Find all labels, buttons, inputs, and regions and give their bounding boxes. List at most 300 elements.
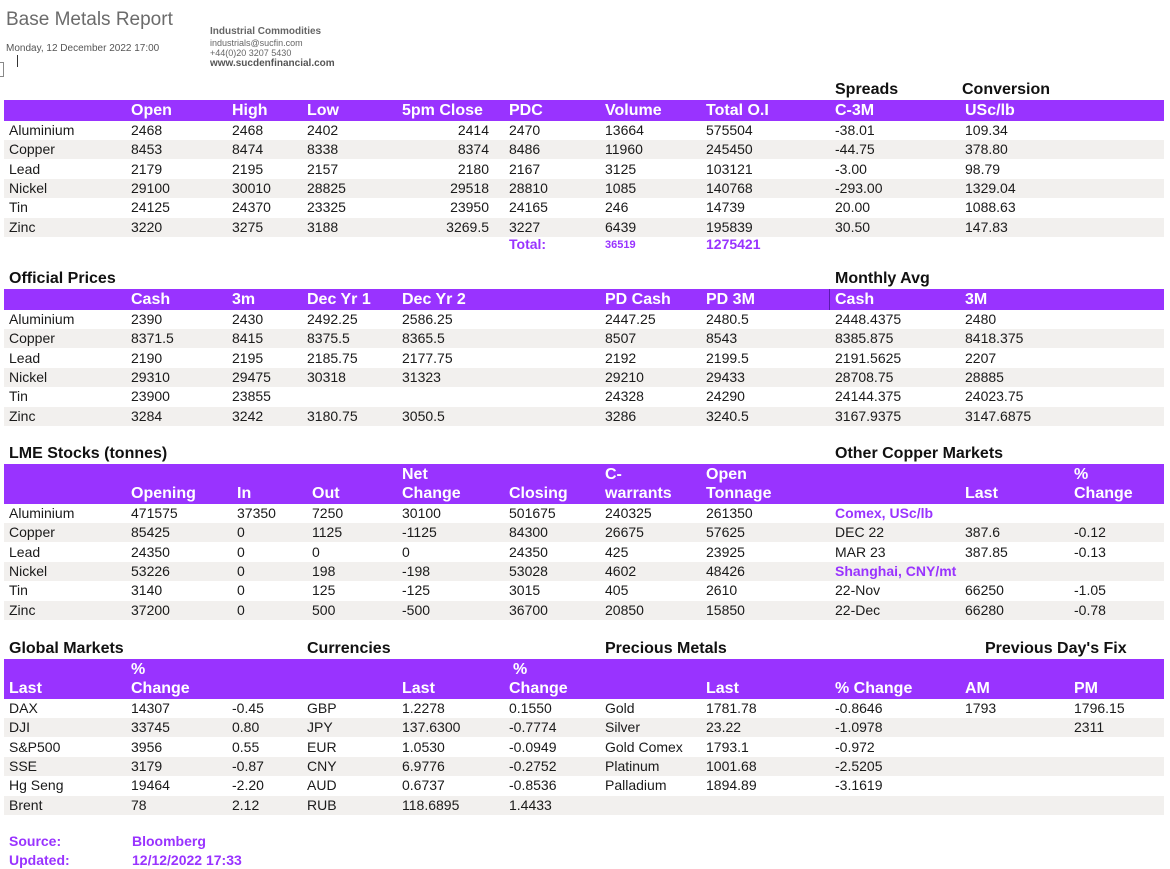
currency-change-value: 1.4433 bbox=[509, 796, 552, 813]
open-value: 2179 bbox=[131, 160, 163, 177]
col-cwarrants-2: warrants bbox=[605, 485, 672, 502]
precious-change-value: -0.972 bbox=[835, 738, 875, 755]
currencies-title: Currencies bbox=[307, 640, 391, 657]
stocks-row bbox=[4, 562, 1164, 581]
col-index-pct-1: % bbox=[131, 661, 146, 678]
index-change-value: 2.12 bbox=[232, 796, 260, 813]
dec-yr2-value: 3050.5 bbox=[402, 407, 445, 424]
avg-3m-value: 2207 bbox=[965, 349, 997, 366]
col-open: Open bbox=[131, 102, 172, 119]
index-name: S&P500 bbox=[9, 738, 61, 755]
col-high: High bbox=[232, 102, 268, 119]
index-last-value: 14307 bbox=[131, 700, 170, 716]
col-index-pct-2: Change bbox=[131, 680, 190, 697]
spread-value: -3.00 bbox=[835, 160, 867, 177]
oi-value: 195839 bbox=[706, 218, 753, 235]
open-value: 3220 bbox=[131, 218, 163, 235]
net-change-value: 30100 bbox=[402, 505, 441, 521]
contact-block bbox=[210, 27, 335, 69]
col-c3m: C-3M bbox=[835, 102, 875, 119]
currency-change-value: -0.8536 bbox=[509, 777, 557, 794]
metal-name: Aluminium bbox=[9, 311, 75, 327]
contact-email[interactable]: industrials@sucfin.com bbox=[210, 37, 303, 48]
currency-name: AUD bbox=[307, 777, 337, 794]
pd-3m-value: 3240.5 bbox=[706, 407, 749, 424]
open-tonnage-value: 15850 bbox=[706, 601, 745, 618]
net-change-value: -125 bbox=[402, 582, 431, 599]
official-title: Official Prices bbox=[9, 270, 116, 287]
m3-value: 23855 bbox=[232, 388, 271, 405]
index-last-value: 19464 bbox=[131, 777, 170, 794]
net-change-value: -1125 bbox=[402, 524, 437, 541]
high-value: 8474 bbox=[232, 141, 264, 158]
close-value: 2414 bbox=[457, 122, 489, 138]
col-copper-pct-2: Change bbox=[1074, 485, 1133, 502]
cash-value: 8371.5 bbox=[131, 330, 174, 347]
col-copper-pct-1: % bbox=[1074, 466, 1089, 483]
contact-dept: Industrial Commodities bbox=[210, 26, 322, 37]
out-value: 198 bbox=[312, 562, 336, 579]
col-opening: Opening bbox=[131, 485, 196, 502]
currency-change-value: 0.1550 bbox=[509, 700, 552, 716]
volume-value: 13664 bbox=[605, 122, 644, 138]
closing-value: 3015 bbox=[509, 582, 541, 599]
avg-3m-value: 24023.75 bbox=[965, 388, 1024, 405]
closing-value: 84300 bbox=[509, 524, 548, 541]
metal-name: Lead bbox=[9, 160, 41, 177]
copper-market-heading: Shanghai, CNY/mt bbox=[835, 562, 957, 579]
avg-cash-value: 24144.375 bbox=[835, 388, 902, 405]
dec-yr1-value: 2492.25 bbox=[307, 311, 358, 327]
cash-value: 3284 bbox=[131, 407, 163, 424]
precious-change-value: -2.5205 bbox=[835, 757, 883, 774]
metal-name: Tin bbox=[9, 388, 28, 405]
index-last-value: 3956 bbox=[131, 738, 163, 755]
conversion-value: 1329.04 bbox=[965, 179, 1016, 196]
currency-last-value: 137.6300 bbox=[402, 719, 461, 736]
pdc-value: 24165 bbox=[509, 199, 548, 216]
col-cwarrants-1: C- bbox=[605, 466, 622, 483]
opening-value: 471575 bbox=[131, 505, 178, 521]
header-divider bbox=[829, 289, 830, 310]
fix-pm-value: 2311 bbox=[1074, 719, 1105, 736]
copper-change-value: -0.13 bbox=[1074, 543, 1106, 560]
prices-row bbox=[4, 198, 1164, 217]
prices-row bbox=[4, 121, 1164, 140]
col-total-oi: Total O.I bbox=[706, 102, 769, 119]
avg-cash-value: 8385.875 bbox=[835, 330, 894, 347]
global-row bbox=[4, 796, 1164, 815]
pdc-value: 2470 bbox=[509, 122, 541, 138]
copper-last-value: 66250 bbox=[965, 582, 1004, 599]
metal-name: Tin bbox=[9, 199, 28, 216]
currency-change-value: -0.0949 bbox=[509, 738, 557, 755]
col-low: Low bbox=[307, 102, 339, 119]
dec-yr1-value: 8375.5 bbox=[307, 330, 350, 347]
col-volume: Volume bbox=[605, 102, 662, 119]
open-tonnage-value: 23925 bbox=[706, 543, 745, 560]
official-row bbox=[4, 349, 1164, 368]
col-currency-pct-1: % bbox=[513, 661, 528, 678]
metal-name: Copper bbox=[9, 524, 55, 541]
dec-yr2-value: 2177.75 bbox=[402, 349, 453, 366]
avg-cash-value: 3167.9375 bbox=[835, 407, 902, 424]
pd-cash-value: 24328 bbox=[605, 388, 644, 405]
copper-contract-label: MAR 23 bbox=[835, 543, 886, 560]
cwarrants-value: 425 bbox=[605, 543, 629, 560]
currency-change-value: -0.7774 bbox=[509, 719, 557, 736]
copper-change-value: -0.12 bbox=[1074, 524, 1106, 541]
col-net-2: Change bbox=[402, 485, 461, 502]
precious-last-value: 1894.89 bbox=[706, 777, 757, 794]
total-label: Total: bbox=[509, 236, 547, 252]
low-value: 8338 bbox=[307, 141, 339, 158]
dec-yr1-value: 3180.75 bbox=[307, 407, 358, 424]
conversion-value: 1088.63 bbox=[965, 199, 1016, 216]
other-copper-title: Other Copper Markets bbox=[835, 445, 1004, 462]
precious-last-value: 23.22 bbox=[706, 719, 742, 736]
volume-value: 246 bbox=[605, 199, 629, 216]
precious-name: Platinum bbox=[605, 757, 660, 774]
col-open-tonnage-2: Tonnage bbox=[706, 485, 772, 502]
open-value: 24125 bbox=[131, 199, 170, 216]
total-volume: 36519 bbox=[605, 239, 636, 251]
prices-row bbox=[4, 218, 1164, 237]
spread-value: -38.01 bbox=[835, 122, 875, 138]
currency-change-value: -0.2752 bbox=[509, 757, 557, 774]
high-value: 2468 bbox=[232, 122, 264, 138]
oi-value: 14739 bbox=[706, 199, 745, 216]
out-value: 500 bbox=[312, 601, 336, 618]
low-value: 28825 bbox=[307, 179, 346, 196]
col-currency-pct-2: Change bbox=[509, 680, 568, 697]
opening-value: 37200 bbox=[131, 601, 170, 618]
currency-name: RUB bbox=[307, 796, 337, 813]
pd-cash-value: 2192 bbox=[605, 349, 637, 366]
opening-value: 3140 bbox=[131, 582, 163, 599]
cash-value: 2190 bbox=[131, 349, 163, 366]
global-row bbox=[4, 738, 1164, 757]
pd-3m-value: 2199.5 bbox=[706, 349, 749, 366]
conversion-value: 378.80 bbox=[965, 141, 1008, 158]
official-row bbox=[4, 368, 1164, 387]
close-value: 2180 bbox=[457, 160, 489, 177]
volume-value: 3125 bbox=[605, 160, 637, 177]
in-value: 0 bbox=[237, 601, 245, 618]
col-closing: Closing bbox=[509, 485, 568, 502]
global-row bbox=[4, 718, 1164, 737]
index-change-value: -0.45 bbox=[232, 700, 264, 716]
high-value: 2195 bbox=[232, 160, 264, 177]
monthly-title: Monthly Avg bbox=[835, 270, 930, 287]
col-dec-yr2: Dec Yr 2 bbox=[402, 291, 466, 308]
contact-website[interactable]: www.sucdenfinancial.com bbox=[210, 57, 335, 69]
opening-value: 24350 bbox=[131, 543, 170, 560]
cash-value: 29310 bbox=[131, 368, 170, 385]
index-last-value: 33745 bbox=[131, 719, 170, 736]
closing-value: 501675 bbox=[509, 505, 556, 521]
oi-value: 103121 bbox=[706, 160, 753, 177]
fix-pm-value: 1796.15 bbox=[1074, 700, 1125, 716]
closing-value: 53028 bbox=[509, 562, 548, 579]
net-change-value: -198 bbox=[402, 562, 431, 579]
stocks-header bbox=[4, 464, 1164, 504]
avg-cash-value: 2448.4375 bbox=[835, 311, 902, 327]
precious-title: Precious Metals bbox=[605, 640, 727, 657]
high-value: 3275 bbox=[232, 218, 264, 235]
avg-cash-value: 28708.75 bbox=[835, 368, 894, 385]
conversion-value: 147.83 bbox=[965, 218, 1008, 235]
fix-title: Previous Day's Fix bbox=[985, 640, 1127, 657]
precious-change-value: -3.1619 bbox=[835, 777, 883, 794]
high-value: 30010 bbox=[232, 179, 271, 196]
col-avg-3m: 3M bbox=[965, 291, 988, 308]
metal-name: Lead bbox=[9, 349, 41, 366]
index-last-value: 3179 bbox=[131, 757, 163, 774]
high-value: 24370 bbox=[232, 199, 271, 216]
m3-value: 3242 bbox=[232, 407, 264, 424]
avg-3m-value: 3147.6875 bbox=[965, 407, 1032, 424]
copper-change-value: -1.05 bbox=[1074, 582, 1106, 599]
official-row bbox=[4, 407, 1164, 426]
low-value: 2402 bbox=[307, 122, 339, 138]
precious-last-value: 1001.68 bbox=[706, 757, 757, 774]
m3-value: 2195 bbox=[232, 349, 264, 366]
copper-last-value: 387.6 bbox=[965, 524, 1001, 541]
open-value: 29100 bbox=[131, 179, 170, 196]
report-title: Base Metals Report bbox=[6, 9, 173, 30]
net-change-value: 0 bbox=[402, 543, 410, 560]
open-value: 2468 bbox=[131, 122, 163, 138]
pd-cash-value: 29210 bbox=[605, 368, 644, 385]
copper-market-heading: Comex, USc/lb bbox=[835, 505, 934, 521]
out-value: 125 bbox=[312, 582, 336, 599]
prices-row bbox=[4, 160, 1164, 179]
closing-value: 36700 bbox=[509, 601, 548, 618]
cash-value: 23900 bbox=[131, 388, 170, 405]
report-date: Monday, 12 December 2022 17:00 bbox=[6, 43, 160, 54]
spread-value: -44.75 bbox=[835, 141, 875, 158]
metal-name: Zinc bbox=[9, 601, 36, 618]
pd-cash-value: 8507 bbox=[605, 330, 637, 347]
opening-value: 85425 bbox=[131, 524, 170, 541]
metal-name: Tin bbox=[9, 582, 28, 599]
currency-last-value: 1.2278 bbox=[402, 700, 445, 716]
dec-yr1-value: 30318 bbox=[307, 368, 346, 385]
col-fix-pm: PM bbox=[1074, 680, 1098, 697]
avg-cash-value: 2191.5625 bbox=[835, 349, 902, 366]
dec-yr2-value: 31323 bbox=[402, 368, 441, 385]
cwarrants-value: 4602 bbox=[605, 562, 637, 579]
col-pd-cash: PD Cash bbox=[605, 291, 671, 308]
pdc-value: 3227 bbox=[509, 218, 541, 235]
m3-value: 8415 bbox=[232, 330, 264, 347]
col-pdc: PDC bbox=[509, 102, 543, 119]
currency-last-value: 6.9776 bbox=[402, 757, 445, 774]
copper-last-value: 387.85 bbox=[965, 543, 1008, 560]
metal-name: Nickel bbox=[9, 179, 48, 196]
source-label: Source: bbox=[9, 833, 62, 849]
col-in: In bbox=[237, 485, 252, 502]
pd-3m-value: 24290 bbox=[706, 388, 745, 405]
col-dec-yr1: Dec Yr 1 bbox=[307, 291, 371, 308]
in-value: 0 bbox=[237, 524, 245, 541]
copper-contract-label: DEC 22 bbox=[835, 524, 885, 541]
close-value: 3269.5 bbox=[446, 218, 489, 235]
cwarrants-value: 20850 bbox=[605, 601, 644, 618]
col-precious-pct: % Change bbox=[835, 680, 913, 697]
precious-change-value: -1.0978 bbox=[835, 719, 883, 736]
pdc-value: 28810 bbox=[509, 179, 548, 196]
stocks-row bbox=[4, 504, 1164, 523]
low-value: 23325 bbox=[307, 199, 346, 216]
metal-name: Nickel bbox=[9, 562, 48, 579]
spread-value: 20.00 bbox=[835, 199, 871, 216]
in-value: 0 bbox=[237, 543, 245, 560]
volume-value: 6439 bbox=[605, 218, 637, 235]
in-value: 0 bbox=[237, 582, 245, 599]
precious-change-value: -0.8646 bbox=[835, 700, 883, 716]
out-value: 1125 bbox=[312, 524, 343, 541]
col-currency-last: Last bbox=[402, 680, 435, 697]
col-copper-last: Last bbox=[965, 485, 998, 502]
open-tonnage-value: 2610 bbox=[706, 582, 738, 599]
cash-value: 2390 bbox=[131, 311, 163, 327]
close-value: 29518 bbox=[450, 179, 489, 196]
col-cash: Cash bbox=[131, 291, 171, 308]
currency-last-value: 0.6737 bbox=[402, 777, 445, 794]
close-value: 23950 bbox=[450, 199, 489, 216]
conversion-title: Conversion bbox=[962, 81, 1051, 98]
dec-yr2-value: 8365.5 bbox=[402, 330, 445, 347]
copper-last-value: 66280 bbox=[965, 601, 1004, 618]
volume-value: 1085 bbox=[605, 179, 637, 196]
open-tonnage-value: 57625 bbox=[706, 524, 745, 541]
pd-cash-value: 3286 bbox=[605, 407, 637, 424]
currency-name: GBP bbox=[307, 700, 337, 716]
global-title: Global Markets bbox=[9, 640, 124, 657]
spreads-title: Spreads bbox=[835, 81, 899, 98]
index-name: SSE bbox=[9, 757, 38, 774]
col-index-last: Last bbox=[9, 680, 42, 697]
metal-name: Copper bbox=[9, 330, 55, 347]
precious-name: Palladium bbox=[605, 777, 667, 794]
col-3m: 3m bbox=[232, 291, 256, 308]
low-value: 3188 bbox=[307, 218, 339, 235]
precious-name: Silver bbox=[605, 719, 641, 736]
precious-last-value: 1793.1 bbox=[706, 738, 749, 755]
col-pd-3m: PD 3M bbox=[706, 291, 755, 308]
prices-header bbox=[4, 100, 1164, 121]
index-change-value: 0.80 bbox=[232, 719, 260, 736]
col-usclb: USc/lb bbox=[965, 102, 1015, 119]
currency-name: EUR bbox=[307, 738, 337, 755]
currency-last-value: 1.0530 bbox=[402, 738, 445, 755]
prices-row bbox=[4, 140, 1164, 159]
open-tonnage-value: 48426 bbox=[706, 562, 745, 579]
index-name: Hg Seng bbox=[9, 777, 64, 794]
pd-3m-value: 2480.5 bbox=[706, 311, 749, 327]
index-last-value: 78 bbox=[131, 796, 147, 813]
cell-marker bbox=[0, 62, 4, 77]
in-value: 0 bbox=[237, 562, 245, 579]
spread-value: -293.00 bbox=[835, 179, 883, 196]
col-fix-am: AM bbox=[965, 680, 990, 697]
official-header bbox=[4, 289, 1164, 310]
pdc-value: 8486 bbox=[509, 141, 541, 158]
oi-value: 575504 bbox=[706, 122, 753, 138]
out-value: 0 bbox=[312, 543, 320, 560]
col-precious-last: Last bbox=[706, 680, 739, 697]
dec-yr2-value: 2586.25 bbox=[402, 311, 453, 327]
in-value: 37350 bbox=[237, 505, 276, 521]
col-net-1: Net bbox=[402, 466, 428, 483]
index-name: DAX bbox=[9, 700, 38, 716]
open-value: 8453 bbox=[131, 141, 163, 158]
dec-yr1-value: 2185.75 bbox=[307, 349, 358, 366]
spread-value: 30.50 bbox=[835, 218, 871, 235]
conversion-value: 109.34 bbox=[965, 122, 1008, 138]
official-row bbox=[4, 329, 1164, 348]
index-change-value: -2.20 bbox=[232, 777, 264, 794]
official-row bbox=[4, 310, 1164, 329]
index-name: DJI bbox=[9, 719, 30, 736]
close-value: 8374 bbox=[457, 141, 489, 158]
cwarrants-value: 240325 bbox=[605, 505, 652, 521]
out-value: 7250 bbox=[312, 505, 344, 521]
avg-3m-value: 28885 bbox=[965, 368, 1004, 385]
updated-label: Updated: bbox=[9, 852, 70, 868]
col-5pm-close: 5pm Close bbox=[402, 102, 483, 119]
closing-value: 24350 bbox=[509, 543, 548, 560]
currency-name: JPY bbox=[307, 719, 333, 736]
conversion-value: 98.79 bbox=[965, 160, 1001, 177]
metal-name: Aluminium bbox=[9, 505, 75, 521]
pd-3m-value: 29433 bbox=[706, 368, 745, 385]
metal-name: Zinc bbox=[9, 218, 36, 235]
text-cursor bbox=[17, 55, 18, 67]
precious-last-value: 1781.78 bbox=[706, 700, 757, 716]
prices-row bbox=[4, 179, 1164, 198]
contact-phone: +44(0)20 3207 5430 bbox=[210, 48, 292, 58]
oi-value: 245450 bbox=[706, 141, 753, 158]
col-open-tonnage-1: Open bbox=[706, 466, 747, 483]
pd-cash-value: 2447.25 bbox=[605, 311, 656, 327]
cwarrants-value: 26675 bbox=[605, 524, 644, 541]
oi-value: 140768 bbox=[706, 179, 753, 196]
currency-last-value: 118.6895 bbox=[402, 796, 460, 813]
global-row bbox=[4, 757, 1164, 776]
metal-name: Lead bbox=[9, 543, 41, 560]
metal-name: Aluminium bbox=[9, 122, 75, 138]
fix-am-value: 1793 bbox=[965, 700, 997, 716]
global-row bbox=[4, 699, 1164, 718]
opening-value: 53226 bbox=[131, 562, 170, 579]
metal-name: Copper bbox=[9, 141, 55, 158]
currency-name: CNY bbox=[307, 757, 337, 774]
index-change-value: 0.55 bbox=[232, 738, 260, 755]
global-header bbox=[4, 659, 1164, 699]
low-value: 2157 bbox=[307, 160, 339, 177]
source-value: Bloomberg bbox=[132, 833, 206, 849]
net-change-value: -500 bbox=[402, 601, 431, 618]
index-change-value: -0.87 bbox=[232, 757, 264, 774]
precious-name: Gold bbox=[605, 700, 635, 716]
m3-value: 29475 bbox=[232, 368, 271, 385]
pdc-value: 2167 bbox=[509, 160, 541, 177]
precious-name: Gold Comex bbox=[605, 738, 683, 755]
metal-name: Zinc bbox=[9, 407, 36, 424]
